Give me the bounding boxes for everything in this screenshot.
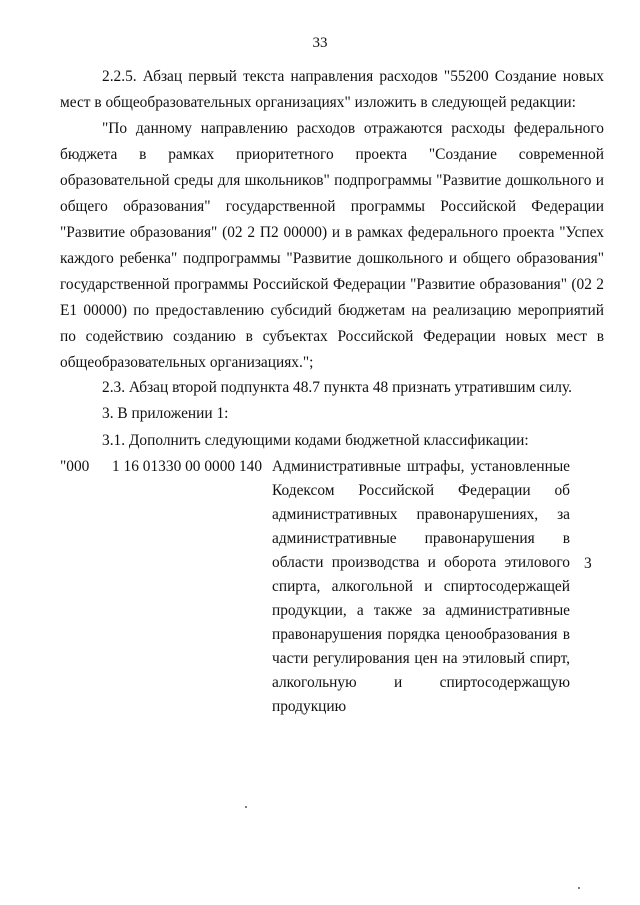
code-prefix: "000 bbox=[60, 458, 90, 475]
scan-speck bbox=[578, 887, 580, 889]
code-column-3: 3 bbox=[584, 555, 592, 572]
paragraph-quoted-text: "По данному направлению расходов отражаются расходы федерального бюджета в рамках приоритетного проекта "Создание современной образовательной среды для школьников" подпрограммы "Развитие дошкольного и общего образования" государственной программы Российской Федерации "Развитие образования" (02 2 П2 00000) и в рамках федерального проекта "Успех каждого ребенка" подпрограммы "Развитие дошкольного и общего образования" государственной программы Российской Федерации "Развитие образования" (02 2 Е1 00000) по предоставлению субсидий бюджетам на реализацию мероприятий по содействию созданию в субъектах Российской Федерации новых мест в общеобразовательных организациях."; bbox=[60, 120, 604, 371]
paragraph-3: 3. В приложении 1: bbox=[102, 405, 229, 422]
paragraph-2-2-5: 2.2.5. Абзац первый текста направления расходов "55200 Создание новых мест в общеобразовательных организациях" изложить в следующей редакции: bbox=[60, 68, 604, 111]
budget-code-row bbox=[60, 455, 604, 715]
paragraph-2-3: 2.3. Абзац второй подпункта 48.7 пункта 48 признать утратившим силу. bbox=[102, 379, 572, 396]
budget-classification-code: 1 16 01330 00 0000 140 bbox=[112, 458, 263, 475]
scan-speck bbox=[245, 806, 247, 808]
page-number: 33 bbox=[312, 35, 328, 51]
paragraph-3-1: 3.1. Дополнить следующими кодами бюджетной классификации: bbox=[102, 432, 529, 449]
code-description: Административные штрафы, установленные Кодексом Российской Федерации об административных правонарушениях, за административные правонарушения в области производства и оборота этилового спирта, алкогольной и спиртосодержащей продукции, а также за административные правонарушения порядка ценообразования в части регулирования цен на этиловый спирт, алкогольную и спиртосодержащую продукцию bbox=[272, 458, 570, 715]
